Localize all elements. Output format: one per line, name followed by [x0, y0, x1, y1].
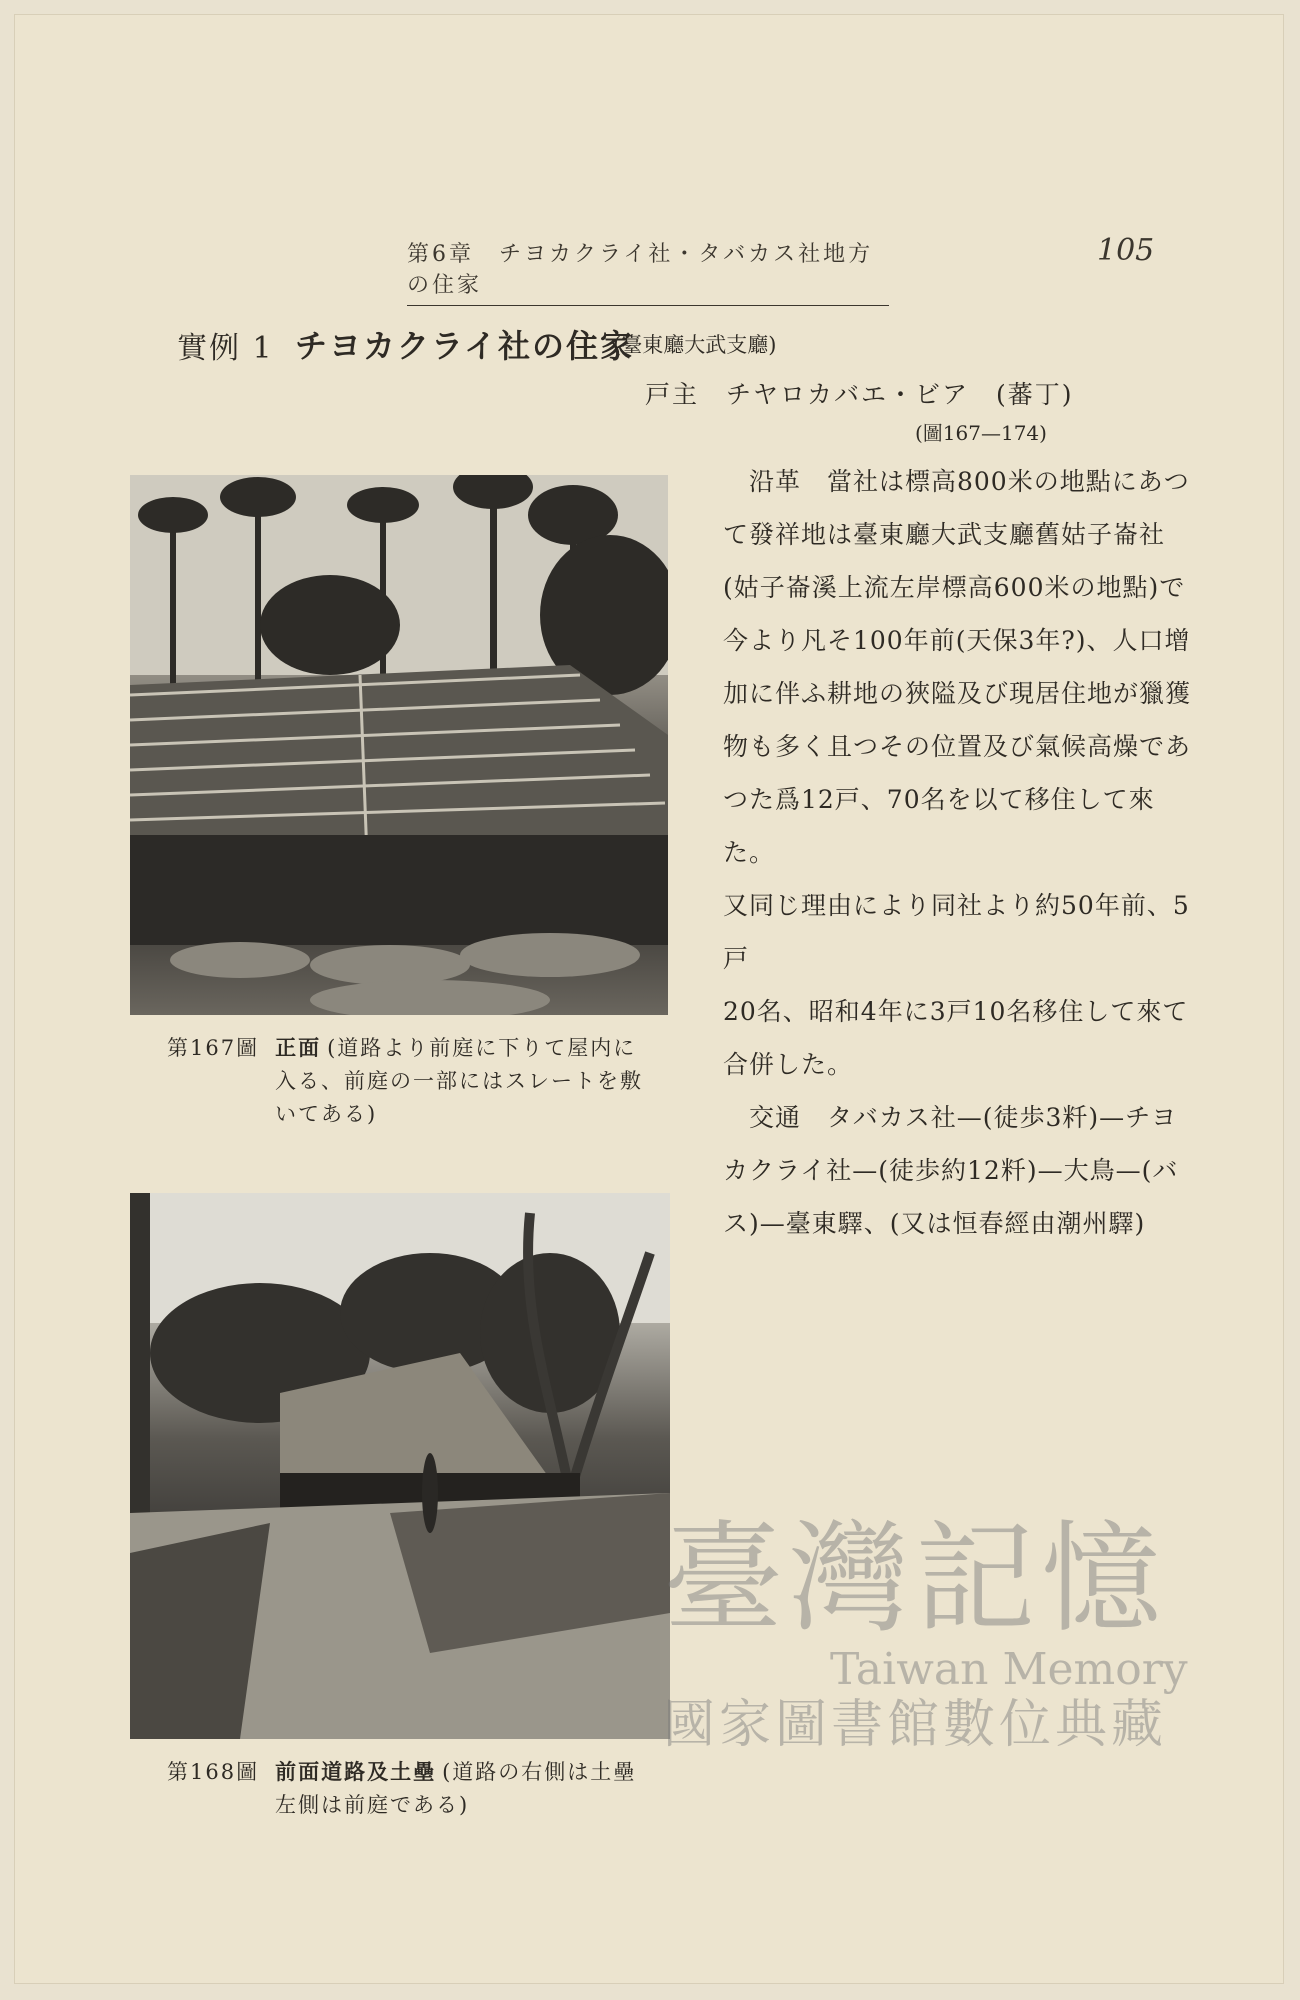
watermark-english: Taiwan Memory — [830, 1644, 1188, 1695]
history-line: 20名、昭和4年に3戸10名移住して來て — [723, 997, 1189, 1026]
figure-range: (圖167—174) — [915, 421, 1047, 445]
road-earthwork-illustration — [130, 1193, 670, 1739]
history-line: 合併した。 — [723, 1050, 854, 1079]
page-number: 105 — [1097, 233, 1155, 268]
figure-167-caption-line3: いてある) — [275, 1102, 378, 1126]
example-title: チヨカクライ社の住家 — [295, 327, 635, 365]
household-head: 戸主 チヤロカバエ・ビア (蕃丁) — [645, 380, 1074, 409]
house-front-illustration — [130, 475, 668, 1015]
figure-168-title: 前面道路及土壘 — [275, 1759, 437, 1784]
traffic-line: 交通 タバカス社—(徒歩3粁)—チヨ — [723, 1103, 1178, 1132]
history-line: て發祥地は臺東廳大武支廳舊姑子崙社 — [723, 520, 1166, 549]
figure-167-number: 第167圖 — [167, 1036, 260, 1060]
figure-168-photo — [130, 1193, 670, 1739]
watermark-sub: 國家圖書館數位典藏 — [662, 1695, 1167, 1755]
running-head: 第6章 チヨカクライ社・タバカス社地方の住家 — [407, 237, 889, 306]
figure-168-caption-line1: (道路の右側は土壘 — [442, 1760, 637, 1784]
figure-167-caption-line2: 入る、前庭の一部にはスレートを敷 — [275, 1069, 643, 1093]
history-line: 又同じ理由により同社より約50年前、5戸 — [723, 891, 1190, 973]
history-line: 物も多く且つその位置及び氣候高燥であ — [723, 732, 1192, 761]
traffic-line: ス)—臺東驛、(又は恒春經由潮州驛) — [723, 1209, 1146, 1238]
figure-167-title: 正面 — [275, 1035, 322, 1060]
history-line: 沿革 當社は標高800米の地點にあつ — [723, 467, 1190, 496]
figure-168-caption-line2: 左側は前庭である) — [275, 1793, 470, 1817]
figure-168-caption — [167, 1755, 647, 1822]
example-location: (臺東廳大武支廳) — [613, 333, 777, 357]
figure-167-photo — [130, 475, 668, 1015]
watermark — [590, 1510, 1240, 1815]
watermark-main: 臺灣記憶 — [663, 1510, 1167, 1649]
figure-167-caption — [167, 1031, 647, 1131]
body-text — [723, 455, 1193, 1250]
history-line: 加に伴ふ耕地の狹隘及び現居住地が獵獲 — [723, 679, 1192, 708]
history-line: (姑子崙溪上流左岸標高600米の地點)で — [723, 573, 1186, 602]
history-line: 今より凡そ100年前(天保3年?)、人口增 — [723, 626, 1191, 655]
example-label: 實例 1 — [177, 331, 274, 366]
figure-167-caption-line1: (道路より前庭に下りて屋内に — [327, 1036, 637, 1060]
history-line: つた爲12戸、70名を以て移住して來た。 — [723, 785, 1155, 867]
traffic-line: カクライ社—(徒歩約12粁)—大鳥—(バ — [723, 1156, 1179, 1185]
page — [14, 14, 1284, 1984]
figure-168-number: 第168圖 — [167, 1760, 260, 1784]
